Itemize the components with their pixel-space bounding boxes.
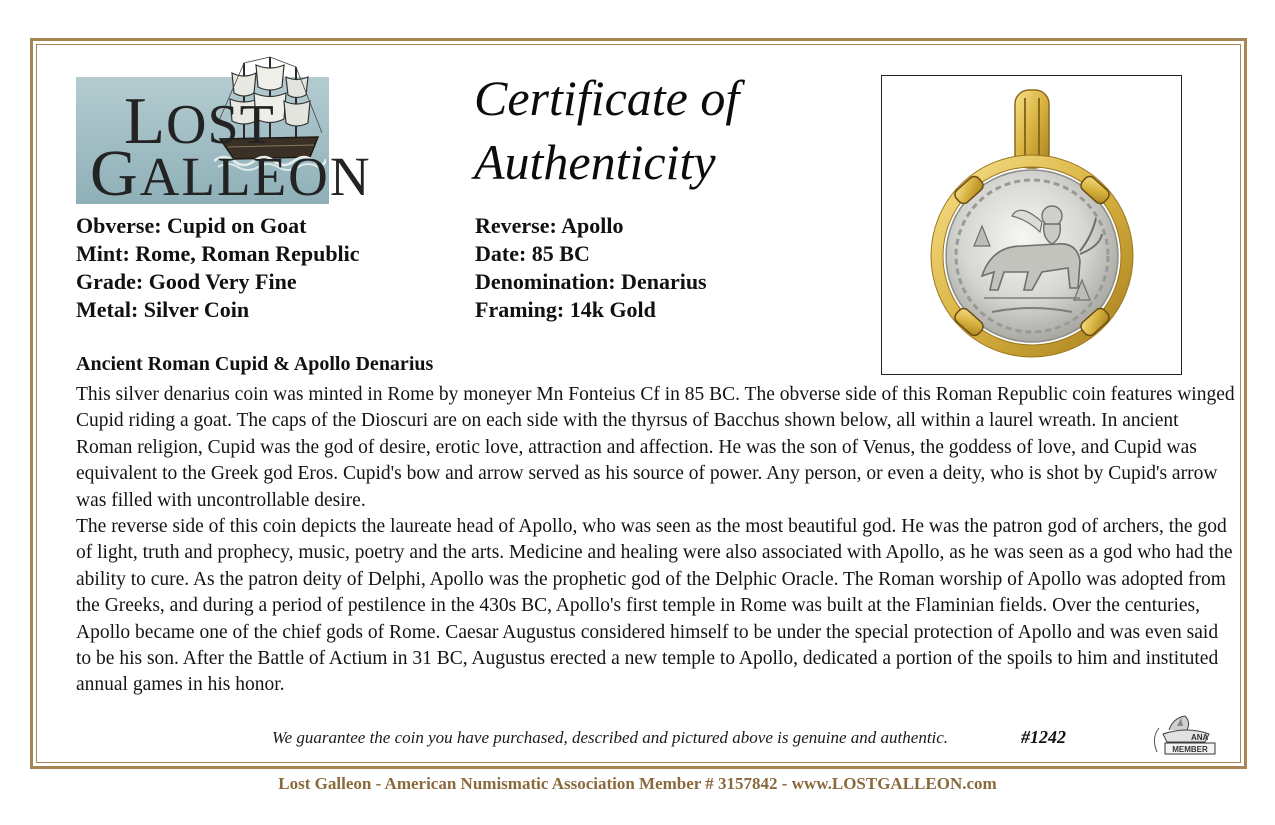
description-paragraph-obverse: This silver denarius coin was minted in Rome by moneyer Mn Fonteius Cf in 85 BC. The obverse side of this Roman Republic coin features winged Cupid riding a goat. The caps of the Dioscuri are on each side with the thyrsus of Bacchus shown below, all within a laurel wreath. In ancient Roman religion, Cupid was the god of desire, erotic love, attraction and affection. He was the son of Venus, the goddess of love, and Cupid was equivalent to the Greek god Eros. Cupid's bow and arrow served as his source of power. Any person, or even a deity, who is shot by Cupid's arrow was filled with uncontrollable desire.	[76, 384, 1235, 511]
coin-details-left	[76, 212, 360, 324]
framing-detail: Framing: 14k Gold	[475, 297, 656, 322]
ana-member-badge-icon	[1147, 712, 1221, 758]
certificate-number: #1242	[1021, 727, 1066, 747]
title-line-1: Certificate of	[474, 70, 740, 126]
title-line-2: Authenticity	[474, 134, 716, 190]
description-paragraph-reverse: The reverse side of this coin depicts the laureate head of Apollo, who was seen as the most beautiful god. He was the patron god of archers, the god of light, truth and prophecy, music, poetry and the arts. Medicine and healing were also associated with Apollo, as he was seen as a god who had the ability to cure. As the patron deity of Delphi, Apollo was the prophetic god of the Delphic Oracle. The Roman worship of Apollo was adopted from the Greeks, and during a period of pestilence in the 430s BC, Apollo's first temple in Rome was built at the Flaminian fields. Over the centuries, Apollo became one of the chief gods of Rome. Caesar Augustus considered himself to be under the special protection of Apollo and was even said to be his son. After the Battle of Actium in 31 BC, Augustus erected a new temple to Apollo, dedicated a portion of the spoils to him and instituted annual games in his honor.	[76, 516, 1233, 696]
lost-galleon-logo	[76, 77, 372, 210]
date-detail: Date: 85 BC	[475, 241, 590, 266]
badge-word-member: MEMBER	[1172, 745, 1208, 754]
coin-photo	[881, 75, 1182, 375]
badge-word-ana: ANA	[1191, 733, 1209, 742]
metal-detail: Metal: Silver Coin	[76, 297, 250, 322]
obverse-detail: Obverse: Cupid on Goat	[76, 213, 307, 238]
footer-membership-line: Lost Galleon - American Numismatic Association Member # 3157842 - www.LOSTGALLEON.com	[278, 774, 997, 793]
mint-detail: Mint: Rome, Roman Republic	[76, 241, 360, 266]
denomination-detail: Denomination: Denarius	[475, 269, 707, 294]
guarantee-statement: We guarantee the coin you have purchased, described and pictured above is genuine and authentic.	[272, 728, 949, 747]
coin-details-right	[475, 212, 707, 324]
coin-description	[76, 382, 1236, 699]
logo-word-galleon: GALLEON	[90, 137, 372, 210]
certificate-title	[474, 66, 739, 194]
reverse-detail: Reverse: Apollo	[475, 213, 624, 238]
article-heading: Ancient Roman Cupid & Apollo Denarius	[76, 353, 434, 375]
coin-pendant-image	[882, 76, 1180, 373]
logo-word-lost: LOST	[124, 83, 275, 158]
grade-detail: Grade: Good Very Fine	[76, 269, 297, 294]
